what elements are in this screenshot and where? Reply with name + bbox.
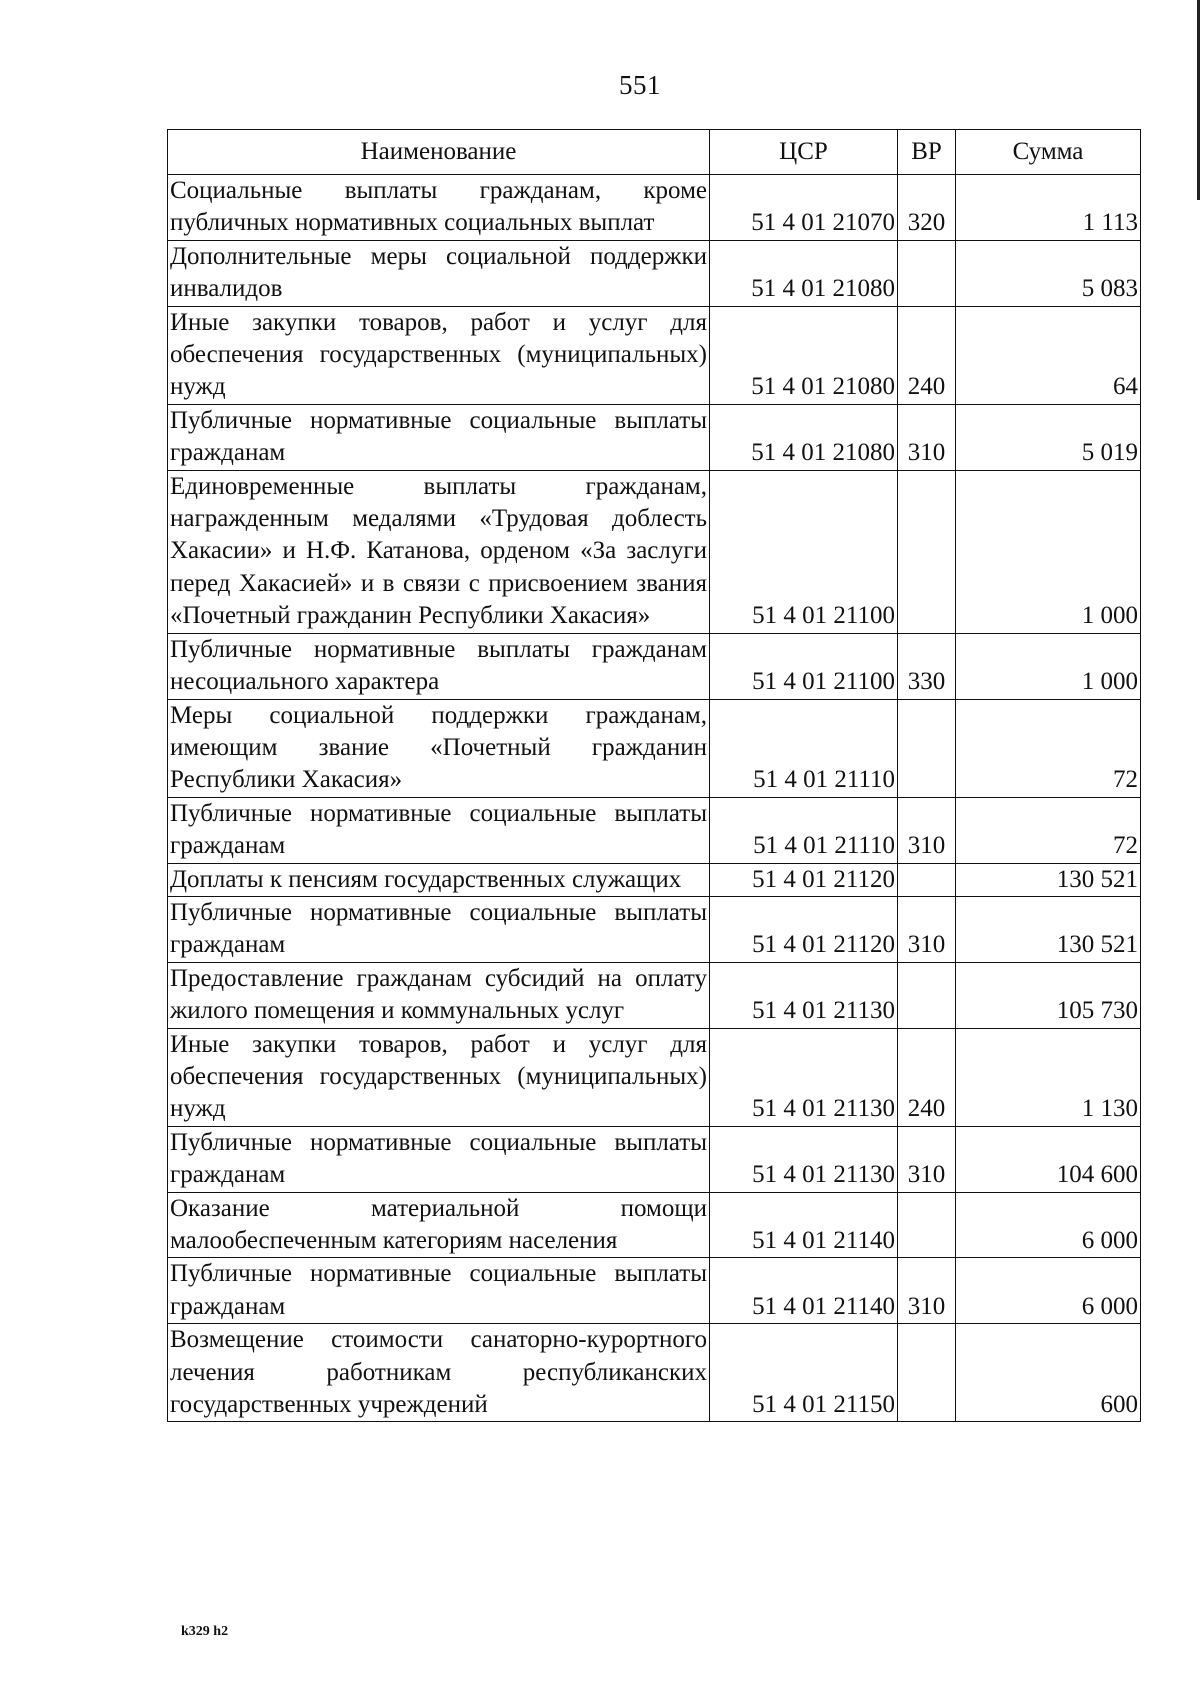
row-name-cell: Иные закупки товаров, работ и услуг для обеспечения государственных (муниципальных) нужд xyxy=(168,1028,710,1126)
header-name: Наименование xyxy=(168,130,710,175)
row-csr-cell: 51 4 01 21100 xyxy=(710,633,898,699)
table-row xyxy=(168,633,1141,699)
row-vr-cell: 310 xyxy=(898,896,956,962)
row-csr-cell: 51 4 01 21080 xyxy=(710,306,898,404)
row-name-cell: Единовременные выплаты гражданам, награжденным медалями «Трудовая доблесть Хакасии» и Н.Ф. Катанова, орденом «За заслуги перед Хакасией» и в связи с присвоением звания «Почетный гражданин Республики Хакасия» xyxy=(168,470,710,633)
row-name-cell: Публичные нормативные социальные выплаты гражданам xyxy=(168,404,710,470)
row-sum-cell: 130 521 xyxy=(956,863,1141,896)
row-name-cell: Возмещение стоимости санаторно-курортного лечения работникам республиканских государственных учреждений xyxy=(168,1324,710,1422)
row-vr-cell xyxy=(898,962,956,1028)
table-row xyxy=(168,699,1141,797)
table-row xyxy=(168,797,1141,863)
row-name-cell: Доплаты к пенсиям государственных служащих xyxy=(168,863,710,896)
row-name-cell: Публичные нормативные социальные выплаты гражданам xyxy=(168,896,710,962)
row-sum-cell: 6 000 xyxy=(956,1192,1141,1258)
row-vr-cell xyxy=(898,1192,956,1258)
row-sum-cell: 105 730 xyxy=(956,962,1141,1028)
row-name-cell: Иные закупки товаров, работ и услуг для обеспечения государственных (муниципальных) нужд xyxy=(168,306,710,404)
table-row xyxy=(168,470,1141,633)
budget-table xyxy=(167,129,1141,1422)
row-vr-cell: 310 xyxy=(898,1258,956,1324)
row-csr-cell: 51 4 01 21130 xyxy=(710,1126,898,1192)
row-name-cell: Социальные выплаты гражданам, кроме публичных нормативных социальных выплат xyxy=(168,175,710,241)
table-row xyxy=(168,240,1141,306)
row-sum-cell: 1 000 xyxy=(956,633,1141,699)
row-sum-cell: 1 113 xyxy=(956,175,1141,241)
table-row xyxy=(168,1324,1141,1422)
row-vr-cell xyxy=(898,699,956,797)
row-vr-cell: 320 xyxy=(898,175,956,241)
row-vr-cell xyxy=(898,240,956,306)
row-csr-cell: 51 4 01 21110 xyxy=(710,797,898,863)
row-vr-cell: 310 xyxy=(898,404,956,470)
row-vr-cell: 310 xyxy=(898,1126,956,1192)
table-row xyxy=(168,1028,1141,1126)
row-csr-cell: 51 4 01 21080 xyxy=(710,404,898,470)
row-vr-cell xyxy=(898,863,956,896)
row-name-cell: Публичные нормативные социальные выплаты гражданам xyxy=(168,1126,710,1192)
row-sum-cell: 1 000 xyxy=(956,470,1141,633)
row-name-cell: Меры социальной поддержки гражданам, имеющим звание «Почетный гражданин Республики Хакасия» xyxy=(168,699,710,797)
row-name-cell: Предоставление гражданам субсидий на оплату жилого помещения и коммунальных услуг xyxy=(168,962,710,1028)
header-csr: ЦСР xyxy=(710,130,898,175)
row-csr-cell: 51 4 01 21080 xyxy=(710,240,898,306)
row-csr-cell: 51 4 01 21140 xyxy=(710,1258,898,1324)
row-csr-cell: 51 4 01 21130 xyxy=(710,1028,898,1126)
table-header-row xyxy=(168,130,1141,175)
table-body xyxy=(168,175,1141,1422)
row-sum-cell: 72 xyxy=(956,797,1141,863)
header-sum: Сумма xyxy=(956,130,1141,175)
row-vr-cell: 240 xyxy=(898,1028,956,1126)
row-sum-cell: 104 600 xyxy=(956,1126,1141,1192)
row-sum-cell: 130 521 xyxy=(956,896,1141,962)
row-name-cell: Публичные нормативные социальные выплаты гражданам xyxy=(168,1258,710,1324)
table-row xyxy=(168,1192,1141,1258)
table-row xyxy=(168,896,1141,962)
footer-code: k329 h2 xyxy=(181,1624,229,1639)
row-sum-cell: 5 019 xyxy=(956,404,1141,470)
table-row xyxy=(168,1258,1141,1324)
row-csr-cell: 51 4 01 21150 xyxy=(710,1324,898,1422)
row-sum-cell: 72 xyxy=(956,699,1141,797)
row-csr-cell: 51 4 01 21110 xyxy=(710,699,898,797)
row-vr-cell: 330 xyxy=(898,633,956,699)
row-csr-cell: 51 4 01 21130 xyxy=(710,962,898,1028)
row-csr-cell: 51 4 01 21100 xyxy=(710,470,898,633)
row-csr-cell: 51 4 01 21120 xyxy=(710,863,898,896)
row-name-cell: Дополнительные меры социальной поддержки инвалидов xyxy=(168,240,710,306)
row-name-cell: Оказание материальной помощи малообеспеченным категориям населения xyxy=(168,1192,710,1258)
row-sum-cell: 6 000 xyxy=(956,1258,1141,1324)
table-row xyxy=(168,863,1141,896)
row-name-cell: Публичные нормативные социальные выплаты гражданам xyxy=(168,797,710,863)
header-vr: ВР xyxy=(898,130,956,175)
table-row xyxy=(168,404,1141,470)
row-vr-cell: 310 xyxy=(898,797,956,863)
row-name-cell: Публичные нормативные выплаты гражданам несоциального характера xyxy=(168,633,710,699)
page-number: 551 xyxy=(619,70,661,100)
row-csr-cell: 51 4 01 21140 xyxy=(710,1192,898,1258)
table-row xyxy=(168,962,1141,1028)
table-row xyxy=(168,306,1141,404)
row-csr-cell: 51 4 01 21120 xyxy=(710,896,898,962)
table-row xyxy=(168,1126,1141,1192)
row-vr-cell: 240 xyxy=(898,306,956,404)
row-vr-cell xyxy=(898,1324,956,1422)
table-row xyxy=(168,175,1141,241)
row-sum-cell: 600 xyxy=(956,1324,1141,1422)
row-sum-cell: 5 083 xyxy=(956,240,1141,306)
row-sum-cell: 1 130 xyxy=(956,1028,1141,1126)
row-csr-cell: 51 4 01 21070 xyxy=(710,175,898,241)
row-vr-cell xyxy=(898,470,956,633)
row-sum-cell: 64 xyxy=(956,306,1141,404)
